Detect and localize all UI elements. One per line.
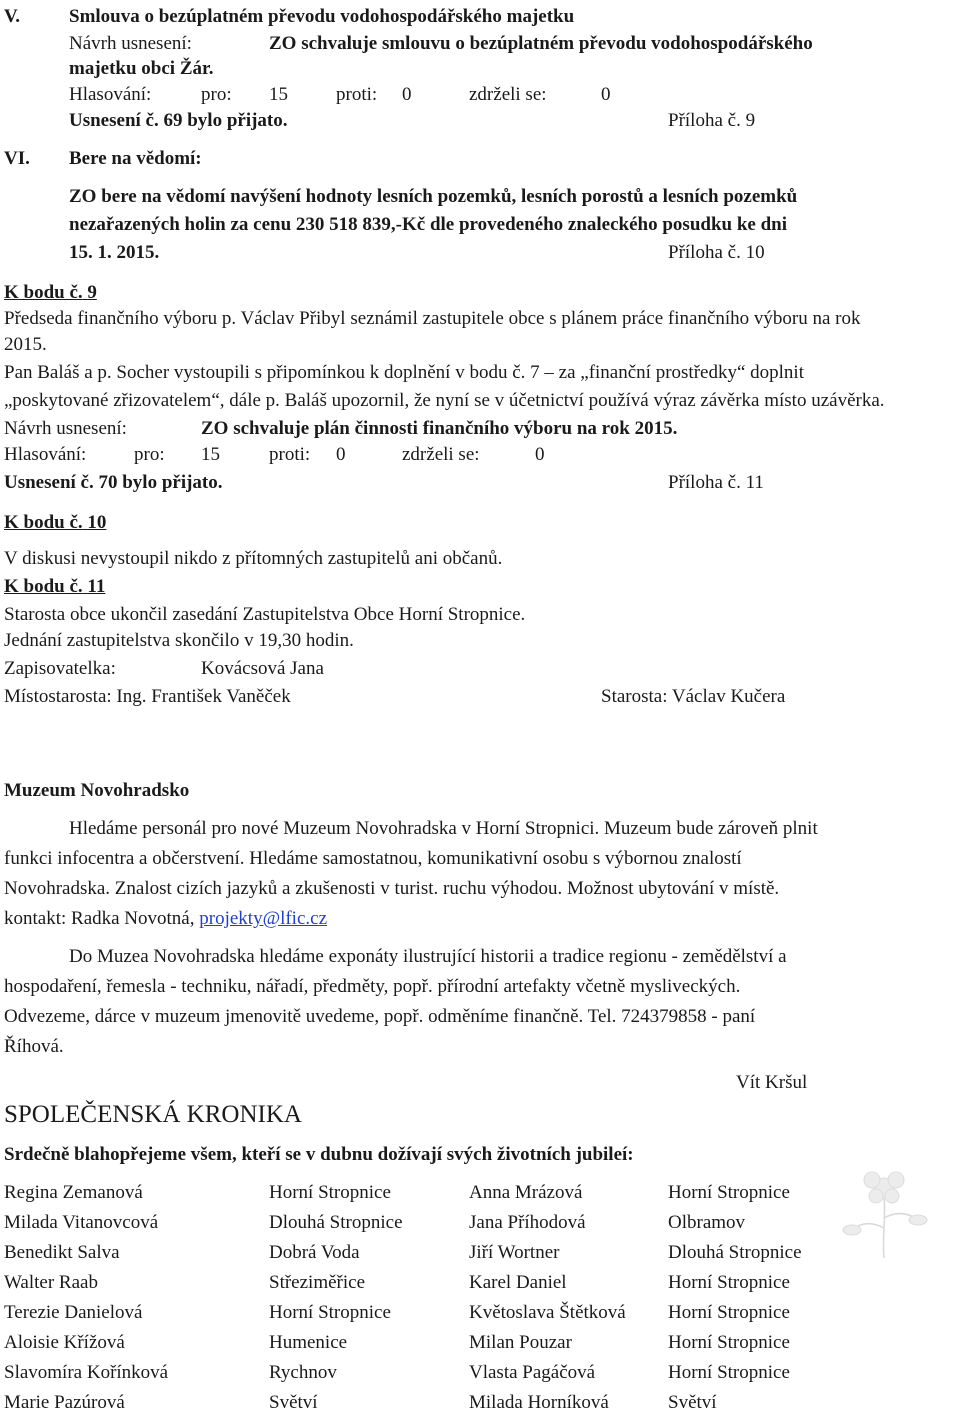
paragraph-line: funkci infocentra a občerstvení. Hledáme samostatnou, komunikativní osobu s výbornou znalostí [4,848,742,869]
bod-number: 11 [87,576,106,597]
navrh-text: ZO schvaluje smlouvu o bezúplatném převodu vodohospodářského [269,33,813,54]
bod-label: K bodu č. [4,512,83,533]
jubilant-place: Dlouhá Stropnice [668,1242,802,1263]
jubilant-place: Horní Stropnice [668,1362,790,1383]
jubilant-place: Horní Stropnice [668,1182,790,1203]
jubilant-place: Horní Stropnice [668,1302,790,1323]
mistostarosta: Místostarosta: Ing. František Vaněček [4,686,291,707]
jubilant-place: Horní Stropnice [269,1182,391,1203]
paragraph-line: Do Muzea Novohradska hledáme exponáty ilustrující historii a tradice regionu - zemědělství a [69,946,787,967]
paragraph-line: hospodaření, řemesla - techniku, nářadí, předměty, popř. přírodní artefakty včetně mysliveckých. [4,976,741,997]
jubilant-place: Horní Stropnice [269,1302,391,1323]
pro-value: 15 [201,444,220,465]
zdrzeli-value: 0 [535,444,545,465]
flower-decoration-icon [824,1158,944,1268]
navrh-text-cont: majetku obci Žár. [69,58,214,79]
jubilant-name: Květoslava Štětková [469,1302,626,1323]
jubilant-place: Olbramov [668,1212,746,1233]
usneseni-text: Usnesení č. 70 bylo přijato. [4,472,223,493]
kontakt-label: kontakt: Radka Novotná, [4,908,195,929]
pro-label: pro: [134,444,165,465]
pro-value: 15 [269,84,288,105]
paragraph-line: Pan Baláš a p. Socher vystoupili s připomínkou k doplnění v bodu č. 7 – za „finanční prostředky“ doplnit [4,362,804,383]
paragraph-line: Jednání zastupitelstva skončilo v 19,30 hodin. [4,630,354,651]
paragraph-line: Říhová. [4,1036,64,1057]
paragraph-line: Odvezeme, dárce v muzeum jmenovitě uvedeme, popř. odměníme finančně. Tel. 724379858 - paní [4,1006,756,1027]
section-number-v: V. [4,6,21,27]
paragraph-line: Předseda finančního výboru p. Václav Přibyl seznámil zastupitele obce s plánem práce finančního výboru na rok [4,308,861,329]
navrh-label: Návrh usnesení: [69,33,192,54]
bod-label: K bodu č. [4,576,83,597]
priloha-number: 10 [745,242,765,263]
zdrzeli-label: zdrželi se: [402,444,480,465]
zapisovatelka-label: Zapisovatelka: [4,658,116,679]
bod-label: K bodu č. [4,282,83,303]
starosta: Starosta: Václav Kučera [601,686,786,707]
paragraph-line: Starosta obce ukončil zasedání Zastupitelstva Obce Horní Stropnice. [4,604,526,625]
jubilant-name: Terezie Danielová [4,1302,143,1323]
navrh-text: ZO schvaluje plán činnosti finančního výboru na rok 2015. [201,418,678,439]
usneseni-text: Usnesení č. 69 bylo přijato. [69,110,288,131]
jubilant-name: Milada Vitanovcová [4,1212,159,1233]
section-title: Bere na vědomí: [69,148,202,169]
zdrzeli-value: 0 [601,84,611,105]
hlasovani-label: Hlasování: [69,84,152,105]
section-number-vi: VI. [4,148,30,169]
jubilant-place: Horní Stropnice [668,1332,790,1353]
paragraph-line: „poskytované zřizovatelem“, dále p. Baláš upozornil, že nyní se v účetnictví používá výraz závěrka místo uzávěrka. [4,390,885,411]
paragraph-line: 2015. [4,334,47,355]
priloha-ref [668,110,755,132]
section-title: Smlouva o bezúplatném převodu vodohospodářského majetku [69,6,575,27]
jubilant-name: Regina Zemanová [4,1182,143,1203]
proti-label: proti: [269,444,311,465]
kontakt-line [4,908,327,930]
bod-heading [4,282,97,304]
jubilant-name: Milada Horníková [469,1392,609,1413]
jubilant-name: Jana Příhodová [469,1212,586,1233]
jubilant-place: Střeziměřice [269,1272,366,1293]
jubilant-name: Vlasta Pagáčová [469,1362,596,1383]
proti-label: proti: [336,84,378,105]
paragraph-line: nezařazených holin za cenu 230 518 839,-Kč dle provedeného znaleckého posudku ke dni [69,214,788,235]
bod-heading [4,576,105,598]
bod-number: 10 [87,512,107,533]
priloha-label: Příloha č. [668,110,741,131]
zapisovatelka-name: Kovácsová Jana [201,658,324,679]
jubilant-place: Dobrá Voda [269,1242,360,1263]
muzeum-title: Muzeum Novohradsko [4,780,190,801]
priloha-ref [668,472,764,494]
jubilant-name: Jiří Wortner [469,1242,560,1263]
email-link[interactable]: projekty@lfic.cz [199,908,327,929]
signature: Vít Kršul [736,1072,808,1093]
jubilant-name: Marie Pazúrová [4,1392,125,1413]
jubilant-name: Anna Mrázová [469,1182,583,1203]
paragraph-line: Novohradska. Znalost cizích jazyků a zkušenosti v turist. ruchu výhodou. Možnost ubytování v místě. [4,878,780,899]
priloha-number: 9 [745,110,756,131]
kronika-title: SPOLEČENSKÁ KRONIKA [4,1101,302,1128]
navrh-label: Návrh usnesení: [4,418,127,439]
kronika-subtitle: Srdečně blahopřejeme všem, kteří se v dubnu dožívají svých životních jubileí: [4,1144,634,1165]
jubilant-name: Aloisie Křížová [4,1332,125,1353]
jubilant-name: Karel Daniel [469,1272,567,1293]
jubilant-place: Rychnov [269,1362,337,1383]
jubilant-place: Horní Stropnice [668,1272,790,1293]
jubilant-place: Světví [269,1392,318,1413]
priloha-ref [668,242,765,264]
paragraph-line: V diskusi nevystoupil nikdo z přítomných zastupitelů ani občanů. [4,548,503,569]
pro-label: pro: [201,84,232,105]
jubilant-name: Slavomíra Kořínková [4,1362,169,1383]
jubilant-name: Milan Pouzar [469,1332,572,1353]
paragraph-line: 15. 1. 2015. [69,242,160,263]
jubilant-place: Humenice [269,1332,348,1353]
proti-value: 0 [402,84,412,105]
jubilant-name: Benedikt Salva [4,1242,120,1263]
hlasovani-label: Hlasování: [4,444,87,465]
jubilant-name: Walter Raab [4,1272,98,1293]
priloha-label: Příloha č. [668,472,741,493]
paragraph-line: ZO bere na vědomí navýšení hodnoty lesních pozemků, lesních porostů a lesních pozemků [69,186,798,207]
zdrzeli-label: zdrželi se: [469,84,547,105]
paragraph-line: Hledáme personál pro nové Muzeum Novohradska v Horní Stropnici. Muzeum bude zároveň plnit [69,818,818,839]
priloha-number: 11 [745,472,764,493]
jubilant-place: Dlouhá Stropnice [269,1212,403,1233]
bod-number: 9 [87,282,97,303]
jubilant-place: Světví [668,1392,717,1413]
bod-heading [4,512,106,534]
proti-value: 0 [336,444,346,465]
priloha-label: Příloha č. [668,242,741,263]
